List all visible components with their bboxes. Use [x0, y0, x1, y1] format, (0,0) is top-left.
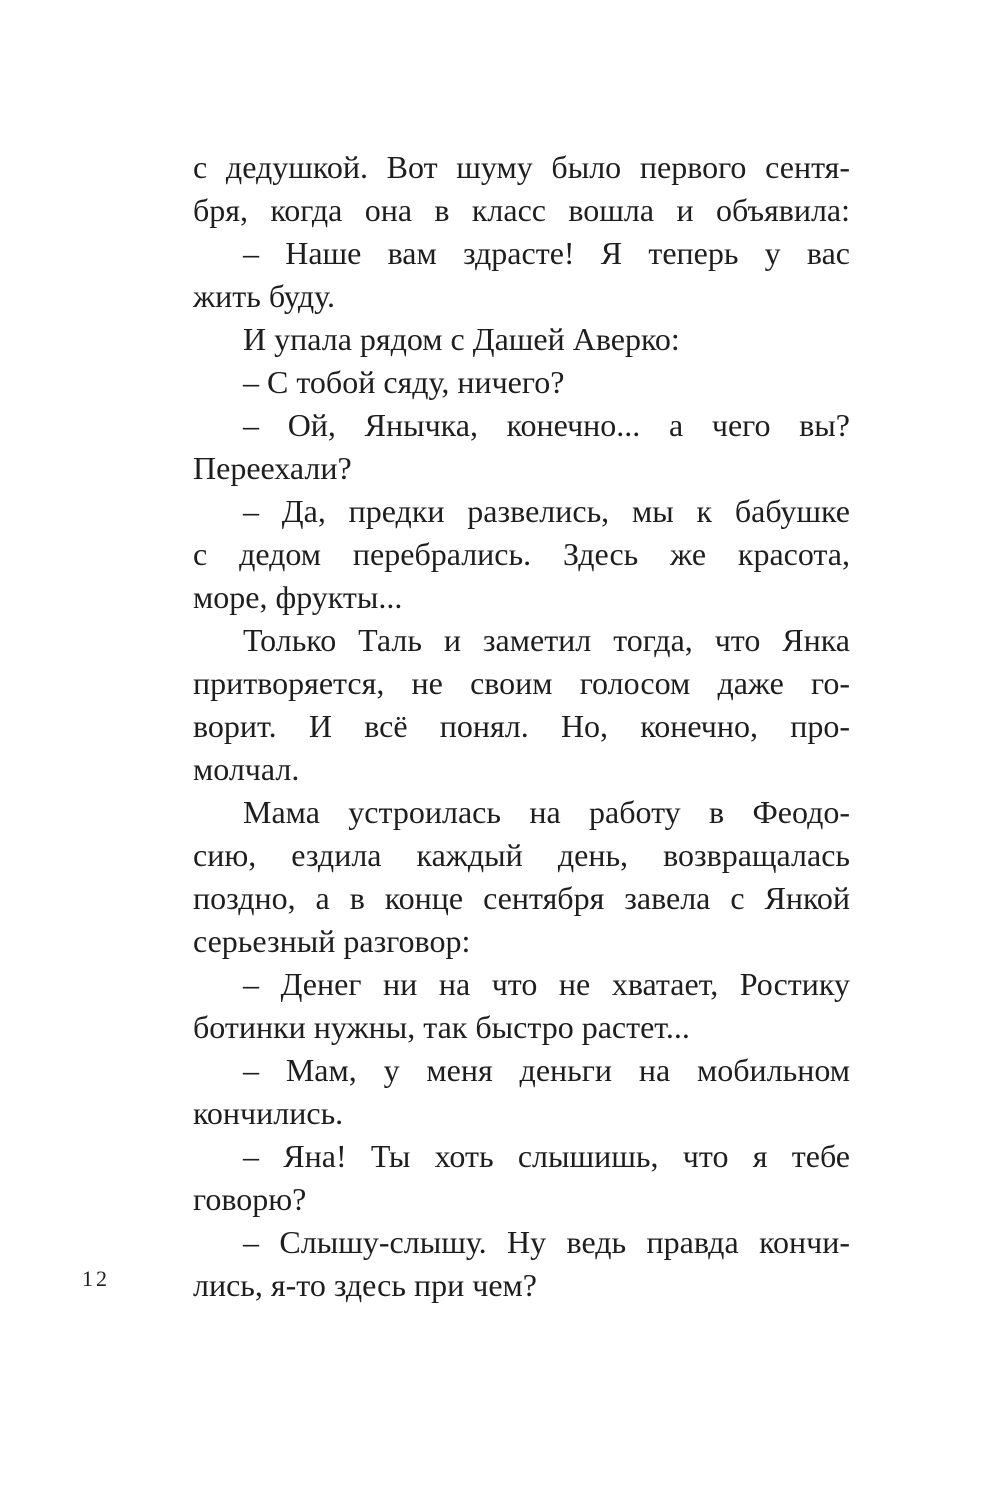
text-line: Только Таль и заметил тогда, что Янка — [243, 622, 850, 658]
text-line: – С тобой сяду, ничего? — [243, 364, 565, 400]
text-line: ворит. И всё понял. Но, конечно, про- — [193, 708, 850, 744]
text-line: кончились. — [193, 1095, 344, 1131]
text-line: – Мам, у меня деньги на мобильном — [243, 1052, 850, 1088]
text-line: серьезный разговор: — [193, 923, 471, 959]
text-line: говорю? — [193, 1181, 307, 1217]
text-line: поздно, а в конце сентября завела с Янкой — [193, 880, 850, 916]
text-line: Мама устроилась на работу в Феодо- — [243, 794, 850, 830]
text-line: с дедом перебрались. Здесь же красота, — [193, 536, 850, 572]
text-line: – Денег ни на что не хватает, Ростику — [243, 966, 850, 1002]
text-line: – Ой, Янычка, конечно... а чего вы? — [243, 407, 850, 443]
text-line: лись, я-то здесь при чем? — [193, 1267, 537, 1303]
text-line: – Да, предки развелись, мы к бабушке — [243, 493, 850, 529]
text-line: притворяется, не своим голосом даже го- — [193, 665, 850, 701]
body-text — [193, 146, 850, 1307]
text-line: Переехали? — [193, 450, 352, 486]
text-line: бря, когда она в класс вошла и объявила: — [193, 192, 850, 228]
text-line: – Яна! Ты хоть слышишь, что я тебе — [243, 1138, 850, 1174]
text-line: с дедушкой. Вот шуму было первого сентя- — [193, 149, 850, 185]
text-line: И упала рядом с Дашей Аверко: — [243, 321, 680, 357]
text-line: море, фрукты... — [193, 579, 403, 615]
text-line: ботинки нужны, так быстро растет... — [193, 1009, 690, 1045]
page-number: 12 — [82, 1266, 110, 1291]
text-line: молчал. — [193, 751, 300, 787]
text-line: сию, ездила каждый день, возвращалась — [193, 837, 850, 873]
text-line: – Слышу-слышу. Ну ведь правда кончи- — [243, 1224, 850, 1260]
text-line: жить буду. — [193, 278, 335, 314]
text-line: – Наше вам здрасте! Я теперь у вас — [243, 235, 850, 271]
